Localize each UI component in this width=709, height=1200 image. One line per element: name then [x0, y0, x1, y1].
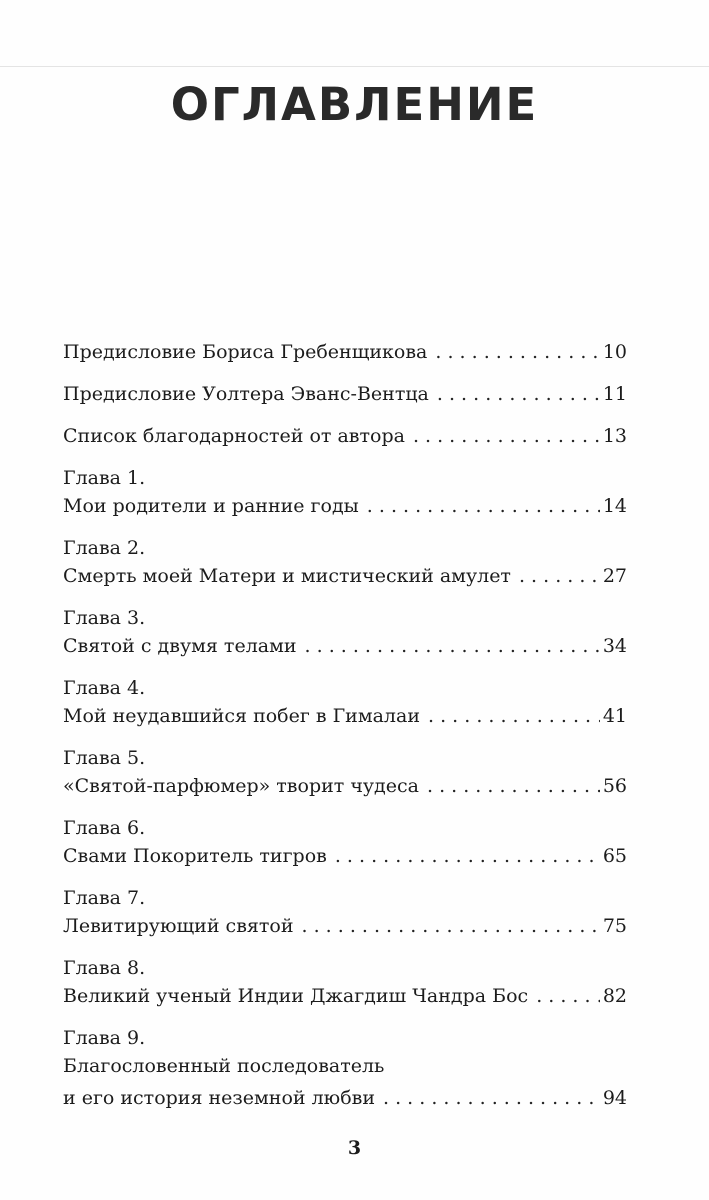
toc-entry — [63, 672, 627, 732]
chapter-label: Глава 4. — [63, 677, 146, 699]
toc-entry — [63, 882, 627, 942]
toc-entry-title: Список благодарностей от автора — [63, 425, 405, 447]
toc-entry-page: 10 — [602, 341, 627, 363]
toc-entry-title: Левитирующий святой — [63, 915, 294, 937]
chapter-label: Глава 3. — [63, 607, 146, 629]
toc-entry-title: Смерть моей Матери и мистический амулет — [63, 565, 511, 587]
chapter-label: Глава 1. — [63, 467, 146, 489]
dot-leader — [413, 420, 600, 452]
toc-entry-page: 14 — [602, 495, 627, 517]
toc-entry-page: 82 — [602, 985, 627, 1007]
chapter-label: Глава 8. — [63, 957, 146, 979]
page-edge — [0, 66, 709, 67]
dot-leader — [536, 980, 600, 1012]
toc-entry-title: Мои родители и ранние годы — [63, 495, 359, 517]
toc-entry-title: «Святой-парфюмер» творит чудеса — [63, 775, 419, 797]
page-number: 3 — [347, 1137, 362, 1159]
toc-entry — [63, 952, 627, 1012]
toc-entry-page: 13 — [602, 425, 627, 447]
table-of-contents — [63, 336, 627, 1124]
dot-leader — [428, 700, 600, 732]
dot-leader — [302, 910, 600, 942]
toc-entry-title: Предисловие Уолтера Эванс-Вентца — [63, 383, 429, 405]
chapter-label: Глава 5. — [63, 747, 146, 769]
chapter-label: Глава 6. — [63, 817, 146, 839]
chapter-label: Глава 7. — [63, 887, 146, 909]
page-title: ОГЛАВЛЕНИЕ — [170, 78, 539, 131]
toc-entry-page: 27 — [602, 565, 627, 587]
toc-entry-title: Святой с двумя телами — [63, 635, 297, 657]
toc-entry-page: 56 — [602, 775, 627, 797]
toc-entry-title-line2: и его история неземной любви — [63, 1087, 375, 1109]
dot-leader — [305, 630, 600, 662]
toc-entry — [63, 1022, 627, 1114]
toc-entry-page: 94 — [602, 1087, 627, 1109]
toc-entry-page: 34 — [602, 635, 627, 657]
toc-entry-page: 11 — [602, 383, 627, 405]
dot-leader — [435, 336, 599, 368]
chapter-label: Глава 9. — [63, 1027, 146, 1049]
toc-entry-page: 75 — [602, 915, 627, 937]
dot-leader — [383, 1082, 600, 1114]
toc-entry-title: Свами Покоритель тигров — [63, 845, 327, 867]
dot-leader — [367, 490, 600, 522]
chapter-label: Глава 2. — [63, 537, 146, 559]
toc-entry-page: 65 — [602, 845, 627, 867]
toc-entry — [63, 336, 627, 368]
toc-entry-page: 41 — [602, 705, 627, 727]
toc-entry — [63, 742, 627, 802]
toc-entry — [63, 420, 627, 452]
toc-entry — [63, 462, 627, 522]
dot-leader — [519, 560, 600, 592]
dot-leader — [427, 770, 600, 802]
toc-entry-title: Мой неудавшийся побег в Гималаи — [63, 705, 420, 727]
toc-entry — [63, 532, 627, 592]
toc-entry-title-line1: Благословенный последователь — [63, 1055, 385, 1077]
toc-entry — [63, 602, 627, 662]
toc-entry — [63, 378, 627, 410]
toc-entry-title: Великий ученый Индии Джагдиш Чандра Бос — [63, 985, 529, 1007]
dot-leader — [437, 378, 600, 410]
dot-leader — [335, 840, 600, 872]
toc-entry-title: Предисловие Бориса Гребенщикова — [63, 341, 428, 363]
toc-entry — [63, 812, 627, 872]
